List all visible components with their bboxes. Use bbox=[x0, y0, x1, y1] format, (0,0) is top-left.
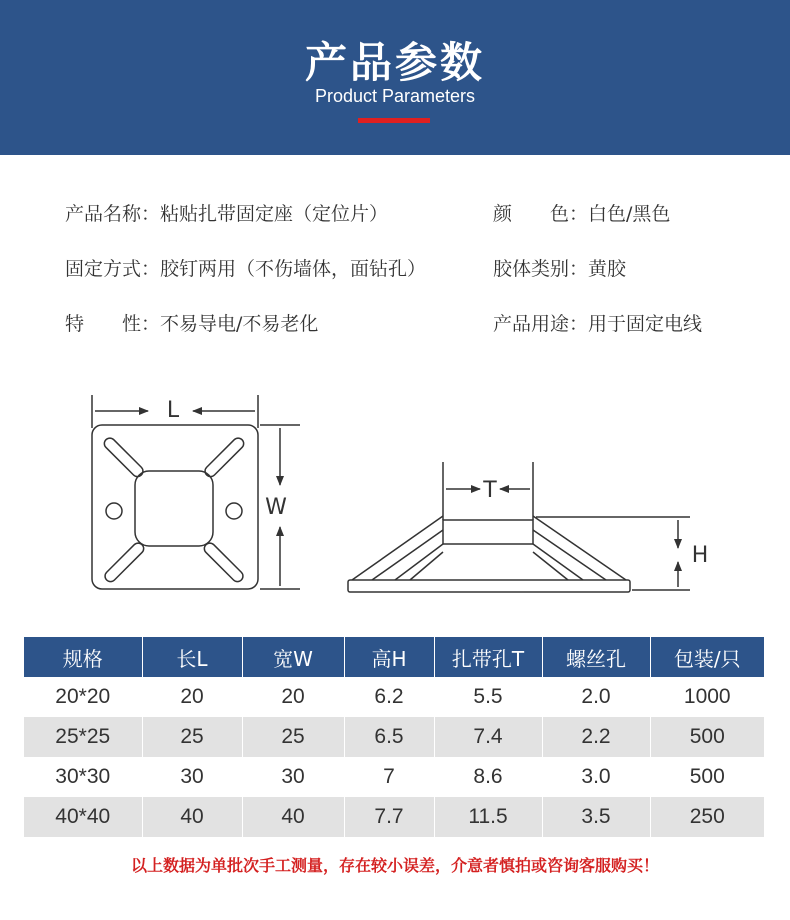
dimension-label-t: T bbox=[483, 478, 497, 503]
param-value: 用于固定电线 bbox=[588, 313, 703, 335]
table-cell: 5.5 bbox=[434, 677, 542, 717]
param-value: 胶钉两用（不伤墙体，面钻孔） bbox=[160, 258, 427, 280]
column-header: 长L bbox=[142, 637, 242, 677]
table-cell: 3.5 bbox=[542, 797, 650, 837]
table-cell: 30*30 bbox=[24, 757, 142, 797]
table-cell: 250 bbox=[650, 797, 764, 837]
param-label: 固定方式： bbox=[65, 258, 161, 280]
table-cell: 7 bbox=[344, 757, 434, 797]
table-cell: 6.5 bbox=[344, 717, 434, 757]
dimension-label-h: H bbox=[691, 543, 709, 568]
header-banner bbox=[0, 0, 790, 155]
dimension-label-l: L bbox=[166, 398, 180, 423]
page-subtitle: Product Parameters bbox=[314, 86, 476, 106]
table-cell: 7.4 bbox=[434, 717, 542, 757]
table-row bbox=[24, 757, 764, 797]
table-cell: 11.5 bbox=[434, 797, 542, 837]
column-header: 规格 bbox=[24, 637, 142, 677]
param-product-name bbox=[65, 199, 388, 226]
table-cell: 500 bbox=[689, 765, 725, 788]
param-label: 胶体类别： bbox=[493, 258, 589, 280]
param-label: 产品名称： bbox=[65, 203, 161, 225]
table-cell: 2.2 bbox=[542, 717, 650, 757]
table-row bbox=[24, 677, 764, 717]
spec-table bbox=[24, 637, 764, 837]
table-cell: 6.2 bbox=[344, 677, 434, 717]
table-cell: 40*40 bbox=[24, 797, 142, 837]
param-value: 粘贴扎带固定座（定位片） bbox=[160, 203, 389, 225]
param-value: 白色/黑色 bbox=[588, 203, 671, 225]
table-cell: 30 bbox=[142, 757, 242, 797]
param-color bbox=[493, 199, 670, 226]
table-cell: 2.0 bbox=[542, 677, 650, 717]
param-feature bbox=[65, 309, 318, 336]
measurement-note: 以上数据为单批次手工测量，存在较小误差，介意者慎拍或咨询客服购买！ bbox=[130, 856, 659, 875]
param-label: 特 性： bbox=[65, 313, 161, 335]
param-value: 不易导电/不易老化 bbox=[160, 313, 319, 335]
param-label: 颜 色： bbox=[493, 203, 589, 225]
param-fixing-method bbox=[65, 254, 426, 281]
table-cell: 1000 bbox=[683, 685, 731, 708]
dimension-diagram bbox=[0, 380, 790, 620]
table-cell: 7.7 bbox=[344, 797, 434, 837]
table-cell: 8.6 bbox=[434, 757, 542, 797]
column-header: 包装/只 bbox=[650, 637, 764, 677]
page-title: 产品参数 bbox=[304, 38, 485, 87]
param-label: 产品用途： bbox=[493, 313, 589, 335]
param-usage bbox=[493, 309, 702, 336]
title-underline bbox=[358, 118, 430, 123]
column-header: 螺丝孔 bbox=[542, 637, 650, 677]
column-header: 扎带孔T bbox=[434, 637, 542, 677]
table-cell: 3.0 bbox=[542, 757, 650, 797]
table-cell: 25*25 bbox=[24, 717, 142, 757]
table-cell: 40 bbox=[142, 797, 242, 837]
table-header-row bbox=[24, 637, 764, 677]
table-cell: 40 bbox=[242, 797, 344, 837]
column-header: 高H bbox=[344, 637, 434, 677]
table-cell: 25 bbox=[142, 717, 242, 757]
param-glue-type bbox=[493, 254, 626, 281]
top-view-drawing bbox=[92, 395, 300, 589]
dimension-label-w: W bbox=[265, 495, 287, 520]
table-cell: 20 bbox=[142, 677, 242, 717]
table-row bbox=[24, 717, 764, 757]
table-cell: 25 bbox=[242, 717, 344, 757]
param-value: 黄胶 bbox=[588, 258, 627, 280]
column-header: 宽W bbox=[242, 637, 344, 677]
table-cell: 20*20 bbox=[24, 677, 142, 717]
table-cell: 20 bbox=[242, 677, 344, 717]
table-row bbox=[24, 797, 764, 837]
side-view-drawing bbox=[348, 462, 690, 592]
table-cell: 30 bbox=[242, 757, 344, 797]
table-cell: 500 bbox=[650, 717, 764, 757]
